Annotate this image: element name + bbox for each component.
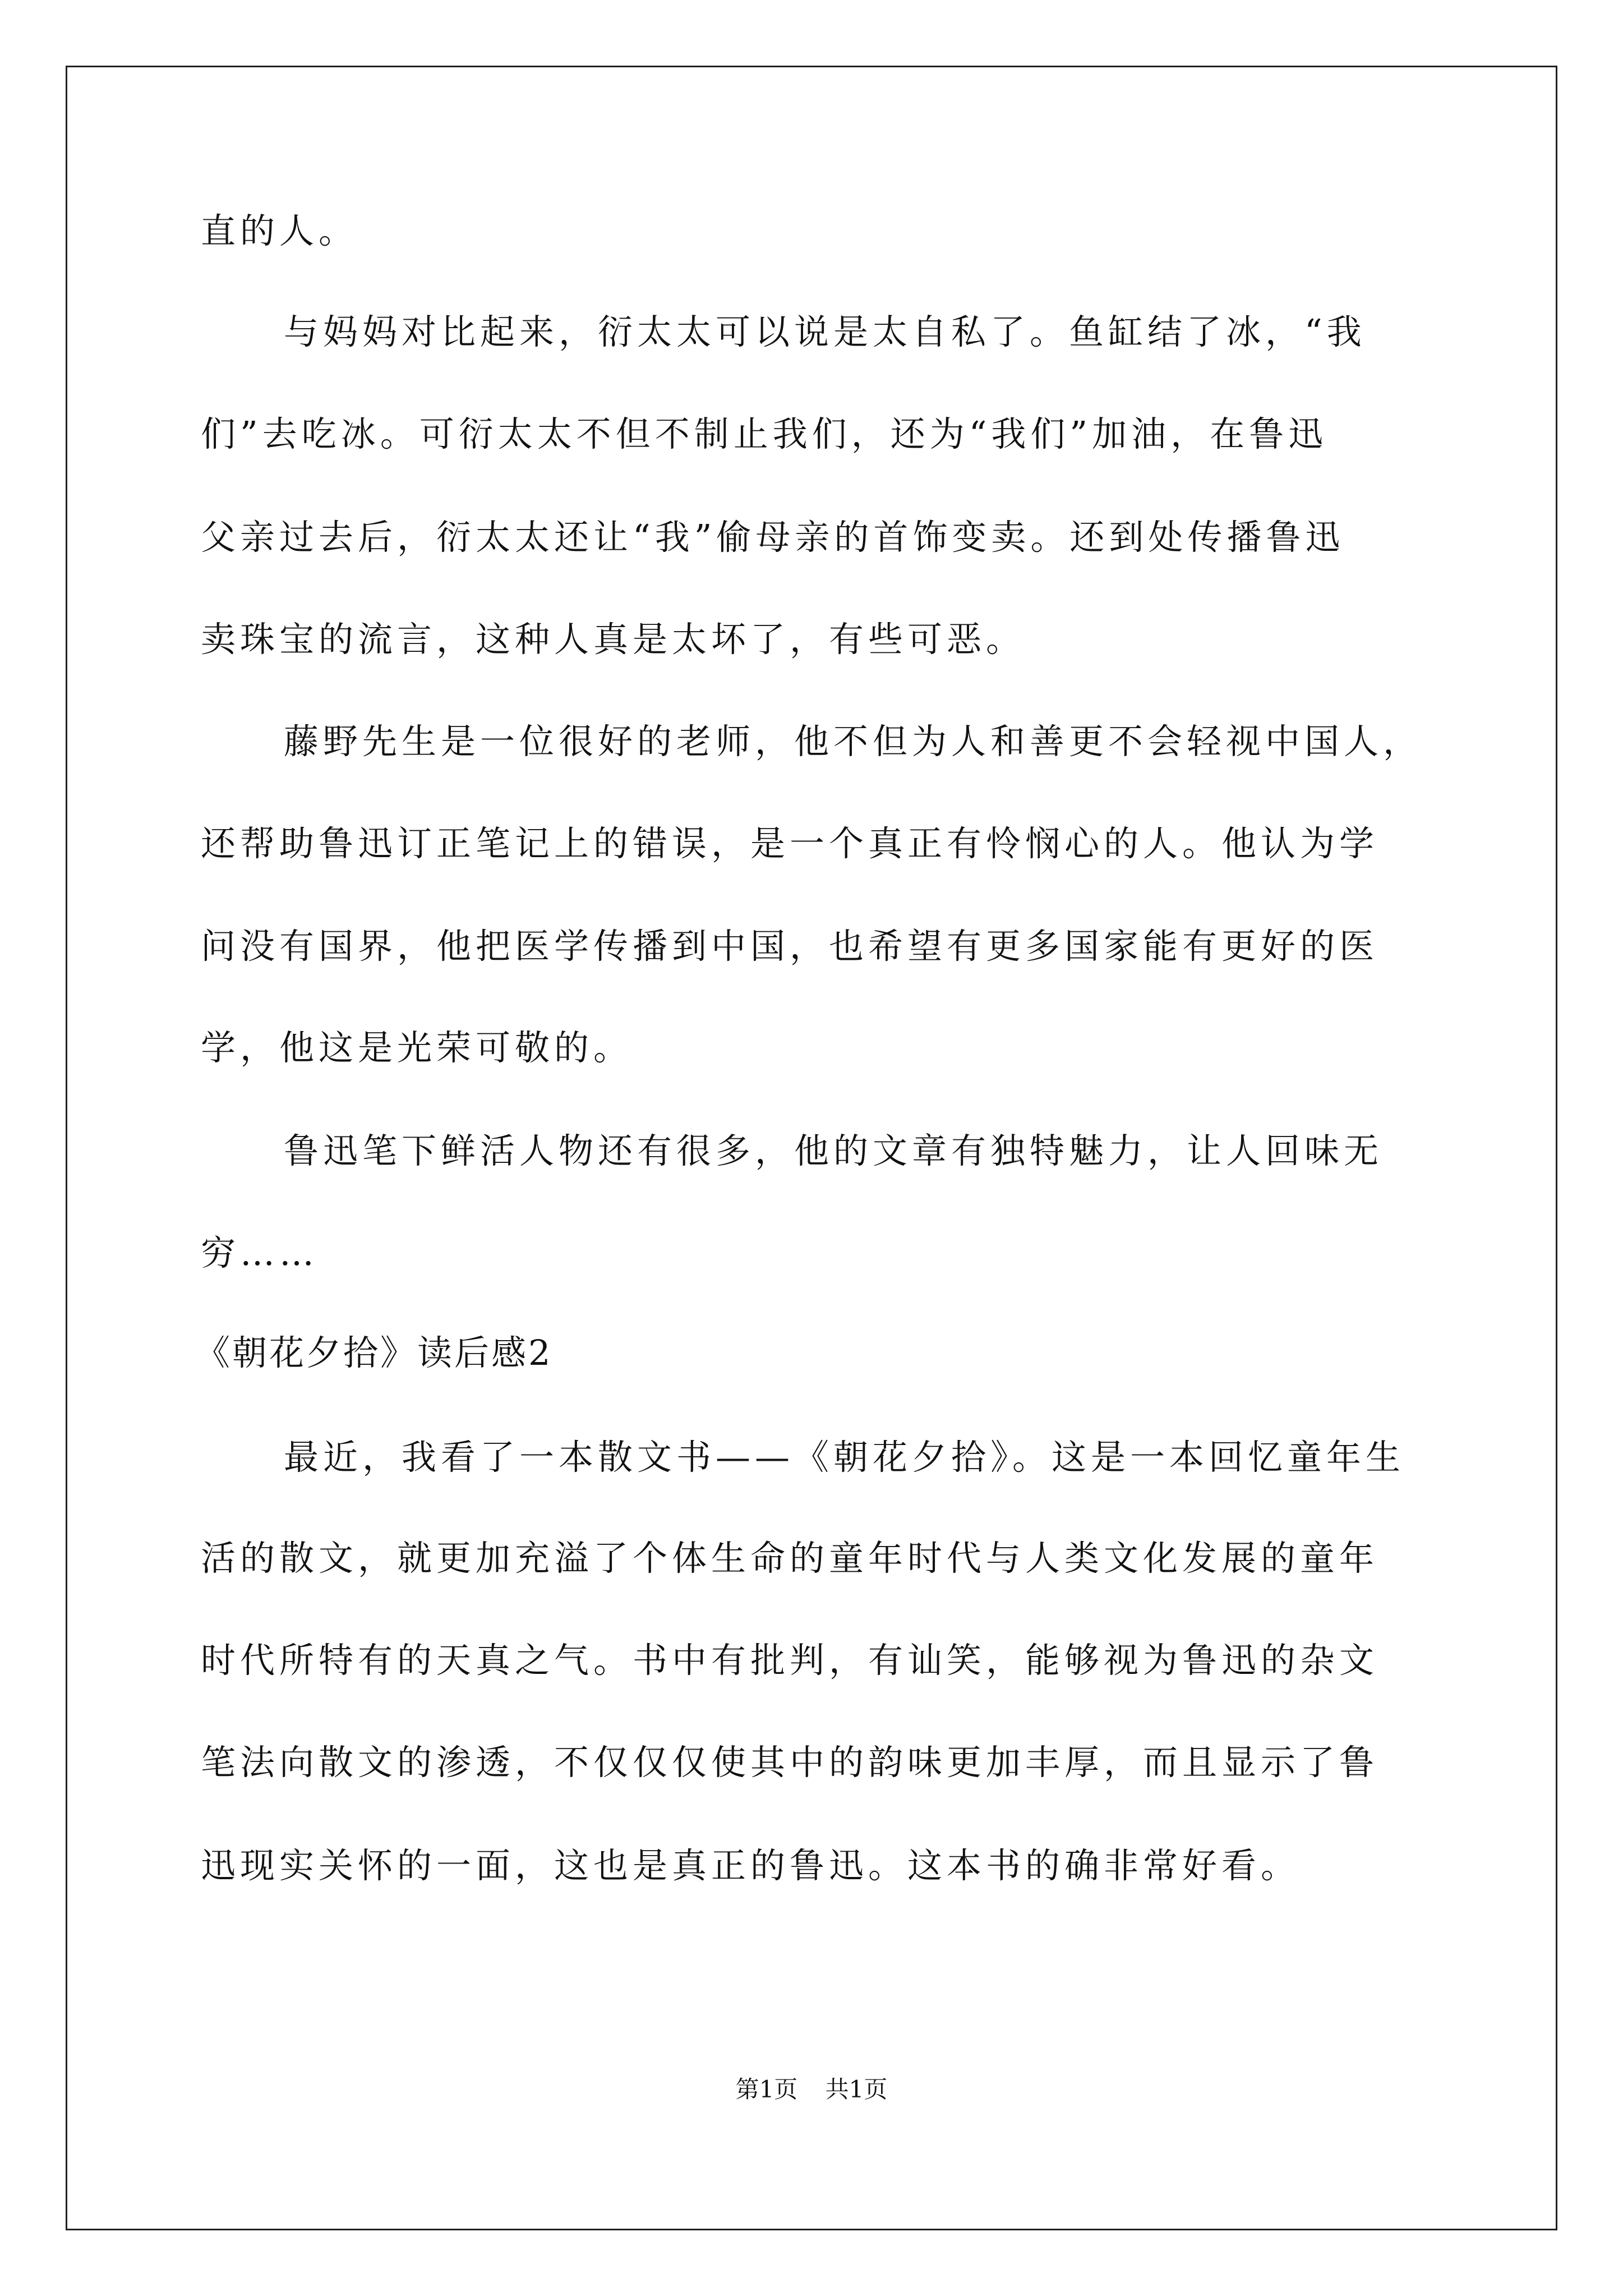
paragraph-line: 们”去吃冰。可衍太太不但不制止我们，还为“我们”加油，在鲁迅 bbox=[201, 413, 1328, 454]
paragraph-line: 藤野先生是一位很好的老师，他不但为人和善更不会轻视中国人， bbox=[284, 721, 1423, 762]
paragraph-line: 与妈妈对比起来，衍太太可以说是太自私了。鱼缸结了冰，“我 bbox=[284, 311, 1366, 352]
paragraph-line: 父亲过去后，衍太太还让“我”偷母亲的首饰变卖。还到处传播鲁迅 bbox=[201, 517, 1345, 558]
paragraph-line: 还帮助鲁迅订正笔记上的错误，是一个真正有怜悯心的人。他认为学 bbox=[201, 823, 1379, 864]
paragraph-line: 直的人。 bbox=[201, 210, 358, 251]
paragraph-line: 鲁迅笔下鲜活人物还有很多，他的文章有独特魅力，让人回味无 bbox=[284, 1130, 1384, 1171]
paragraph-line: 穷…… bbox=[201, 1232, 319, 1273]
paragraph-line: 学，他这是光荣可敬的。 bbox=[201, 1027, 633, 1068]
paragraph-line: 笔法向散文的渗透，不仅仅仅使其中的韵味更加丰厚，而且显示了鲁 bbox=[201, 1742, 1379, 1783]
paragraph-line: 最近，我看了一本散文书——《朝花夕拾》。这是一本回忆童年生 bbox=[284, 1437, 1405, 1478]
paragraph-line: 活的散文，就更加充溢了个体生命的童年时代与人类文化发展的童年 bbox=[201, 1538, 1379, 1579]
section-heading: 《朝花夕拾》读后感2 bbox=[195, 1332, 553, 1373]
paragraph-line: 卖珠宝的流言，这种人真是太坏了，有些可恶。 bbox=[201, 619, 1026, 660]
page-footer bbox=[0, 2073, 1623, 2106]
page-total: 共1页 bbox=[825, 2076, 888, 2103]
paragraph-line: 问没有国界，他把医学传播到中国，也希望有更多国家能有更好的医 bbox=[201, 926, 1379, 967]
paragraph-line: 时代所特有的天真之气。书中有批判，有讪笑，能够视为鲁迅的杂文 bbox=[201, 1640, 1379, 1681]
paragraph-line: 迅现实关怀的一面，这也是真正的鲁迅。这本书的确非常好看。 bbox=[201, 1845, 1301, 1886]
page-number: 第1页 bbox=[735, 2076, 798, 2103]
